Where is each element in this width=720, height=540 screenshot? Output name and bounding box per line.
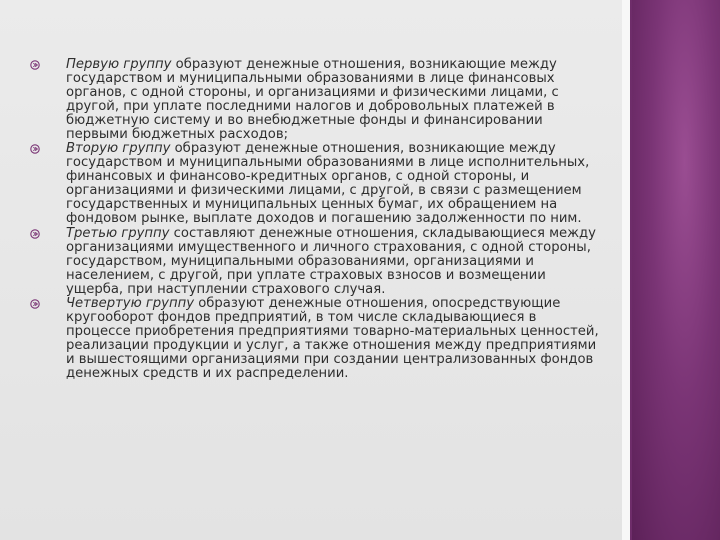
circled-arrow-icon <box>30 299 40 309</box>
group-description: образуют денежные отношения, опосредствующие кругооборот фондов предприятий, в том числе складывающиеся в процессе приобретения предприятиями товарно-материальных ценностей, реализации продукции и услуг, а также отношения между предприятиями и вышестоящими организациями при создании централизованных фондов денежных средств и их распределении. <box>66 296 599 381</box>
decorative-side-panel <box>632 0 720 540</box>
list-item <box>30 297 602 380</box>
list-item <box>30 58 602 141</box>
circled-arrow-icon <box>30 144 40 154</box>
group-term: Третью группу <box>66 225 170 241</box>
circled-arrow-icon <box>30 229 40 239</box>
group-description: образуют денежные отношения, возникающие между государством и муниципальными образованиями в лице финансовых органов, с одной стороны, и организациями и физическими лицами, с другой, при уплате последними налогов и добровольных платежей в бюджетную систему и во внебюджетные фонды и финансировании первыми бюджетных расходов; <box>66 57 559 142</box>
group-description: составляют денежные отношения, складывающиеся между организациями имущественного и личного страхования, с одной стороны, государством, муниципальными образованиями, организациями и населением, с другой, при уплате страховых взносов и возмещении ущерба, при наступлении страхового случая. <box>66 225 596 297</box>
group-term: Вторую группу <box>66 141 171 157</box>
group-description: образуют денежные отношения, возникающие между государством и муниципальными образованиями в лице исполнительных, финансовых и финансово-кредитных органов, с одной стороны, и организациями и физическими лицами, с другой, в связи с размещением государственных и муниципальных ценных бумаг, их обращением на фондовом рынке, выплате доходов и погашению задолженности по ним. <box>66 141 590 226</box>
group-term: Четвертую группу <box>66 296 195 312</box>
panel-divider-light <box>622 0 630 540</box>
list-item <box>30 142 602 225</box>
circled-arrow-icon <box>30 60 40 70</box>
list-item <box>30 227 602 297</box>
group-term: Первую группу <box>66 57 172 72</box>
bullet-list <box>30 58 602 382</box>
